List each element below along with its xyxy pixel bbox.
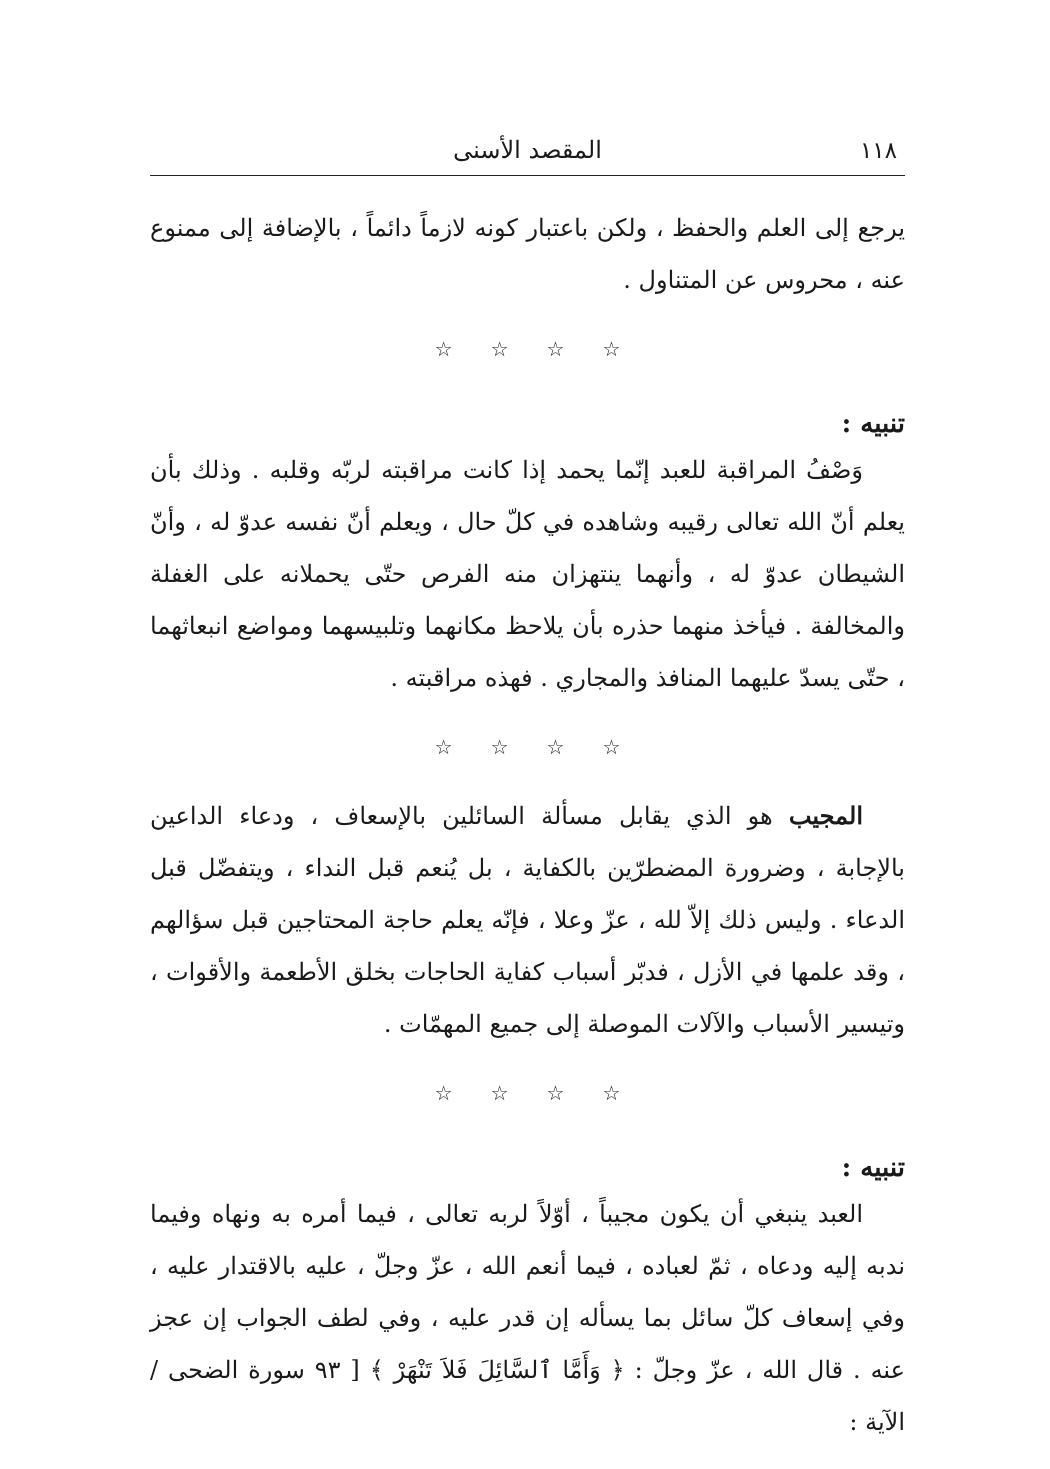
page-content	[150, 202, 905, 1448]
section-separator-stars	[150, 334, 905, 364]
note-heading: تنبيه :	[841, 1153, 905, 1183]
book-page	[150, 120, 906, 1436]
star-icon: ☆	[490, 337, 509, 361]
section-separator-stars	[150, 1078, 905, 1108]
defined-term: المجيب	[788, 801, 863, 830]
section-separator-stars	[150, 732, 905, 762]
star-icon: ☆	[546, 735, 565, 759]
header-divider	[150, 175, 905, 176]
note-paragraph: العبد ينبغي أن يكون مجيباً ، أوّلاً لربه تعالى ، فيما أمره به ونهاه وفيما ندبه إليه ودعاه ، ثمّ لعباده ، فيما أنعم الله ، عزّ وجلّ ، عليه بالاقتدار عليه ، وفي إسعاف كلّ سائل بما يسأله إن قدر عليه ، وفي لطف الجواب إن عجز عنه . قال الله ، عزّ وجلّ : ﴿ وَأَمَّا ٱلسَّائِلَ فَلاَ تَنْهَرْ ﴾ [ ٩٣ سورة الضحى / الآية :	[150, 1200, 906, 1436]
definition-text: هو الذي يقابل مسألة السائلين بالإسعاف ، ودعاء الداعين بالإجابة ، وضرورة المضطرّين بالكفاية ، بل يُنعم قبل النداء ، ويتفضّل قبل الدعاء . وليس ذلك إلاّ لله ، عزّ وعلا ، فإنّه يعلم حاجة المحتاجين قبل سؤالهم ، وقد علمها في الأزل ، فدبّر أسباب كفاية الحاجات بخلق الأطعمة والأقوات ، وتيسير الأسباب والآلات الموصلة إلى جميع المهمّات .	[150, 802, 905, 1038]
note-paragraph: وَصْفُ المراقبة للعبد إنّما يحمد إذا كانت مراقبته لربّه وقلبه . وذلك بأن يعلم أنّ الله تعالى رقيبه وشاهده في كلّ حال ، ويعلم أنّ نفسه عدوّ له ، وأنّ الشيطان عدوّ له ، وأنهما ينتهزان منه الفرص حتّى يحملانه على الغفلة والمخالفة . فيأخذ منهما حذره بأن يلاحظ مكانهما وتلبيسهما ومواضع انبعاثهما ، حتّى يسدّ عليهما المنافذ والمجاري . فهذه مراقبته .	[150, 456, 905, 692]
star-icon: ☆	[602, 1081, 621, 1105]
page-number: ١١٨	[859, 138, 897, 164]
star-icon: ☆	[490, 735, 509, 759]
star-icon: ☆	[434, 337, 453, 361]
star-icon: ☆	[602, 337, 621, 361]
star-icon: ☆	[602, 735, 621, 759]
star-icon: ☆	[434, 1081, 453, 1105]
page-header	[150, 120, 905, 174]
star-icon: ☆	[546, 1081, 565, 1105]
note-heading: تنبيه :	[841, 409, 905, 439]
star-icon: ☆	[546, 337, 565, 361]
intro-paragraph: يرجع إلى العلم والحفظ ، ولكن باعتبار كونه لازماً دائماً ، بالإضافة إلى ممنوع عنه ، محروس عن المتناول .	[150, 214, 905, 294]
star-icon: ☆	[490, 1081, 509, 1105]
running-title: المقصد الأسنى	[453, 136, 602, 164]
star-icon: ☆	[434, 735, 453, 759]
mujib-paragraph	[150, 790, 905, 1050]
